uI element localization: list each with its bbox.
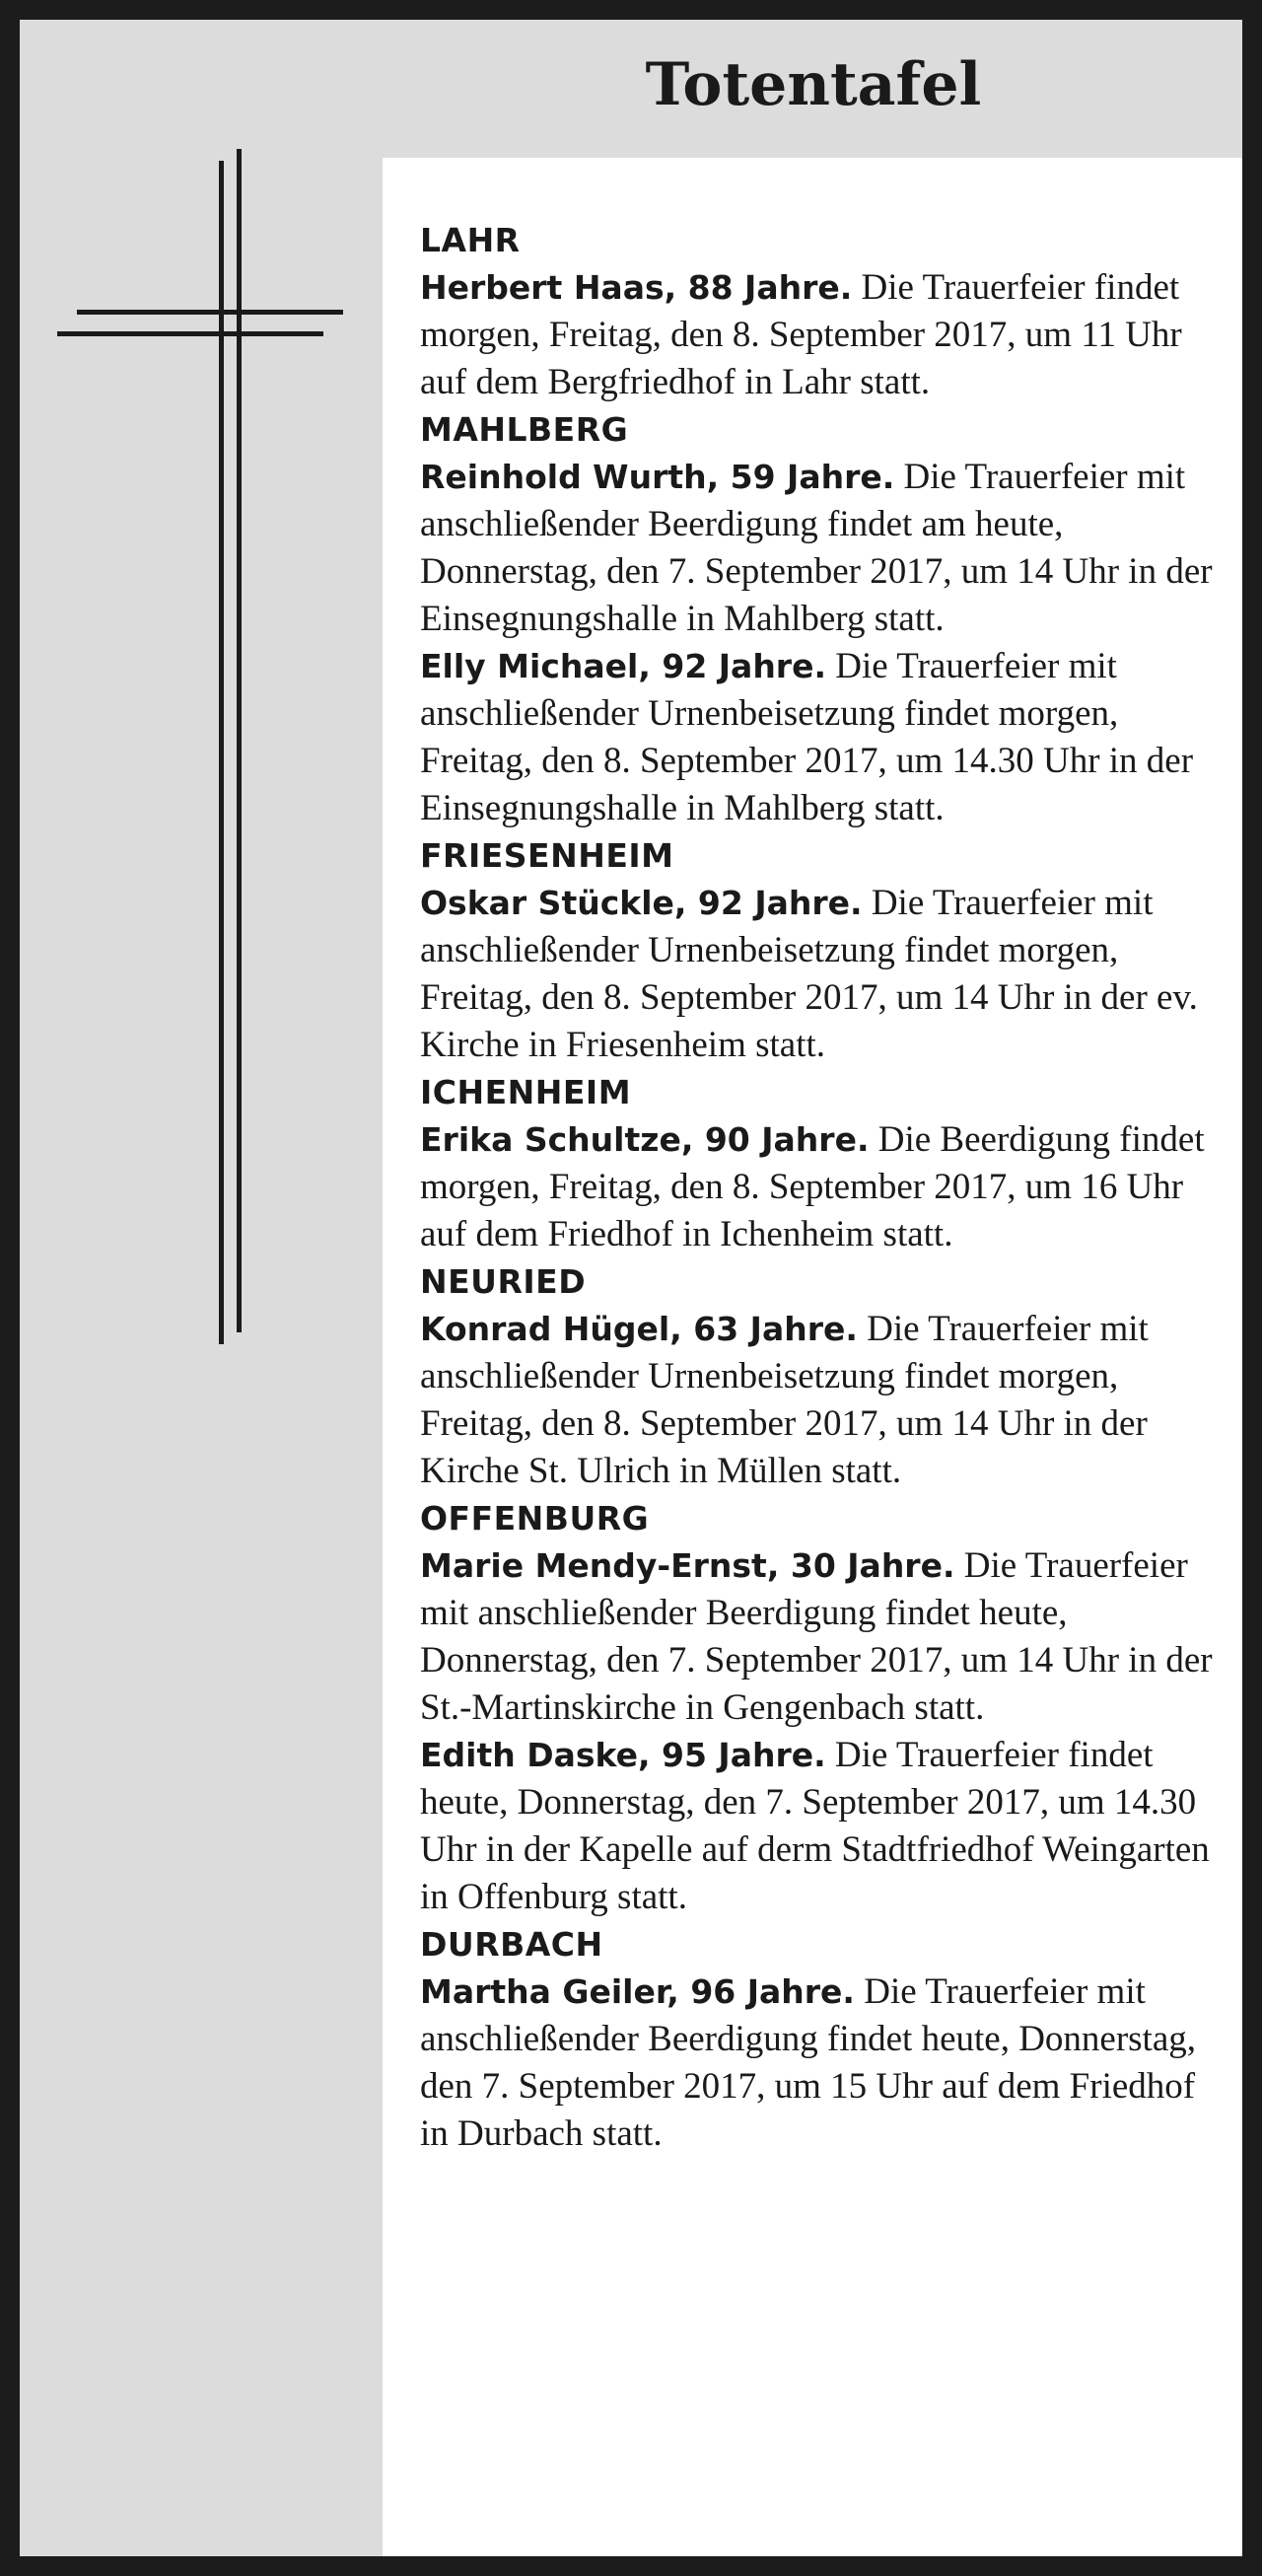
place-heading: LAHR (420, 221, 521, 259)
deceased-name: Konrad Hügel, 63 Jahre. (420, 1310, 858, 1348)
place-heading: ICHENHEIM (420, 1073, 632, 1111)
cross-icon (20, 20, 385, 2556)
obituary-list (383, 158, 1242, 2556)
page-title: Totentafel (645, 50, 982, 119)
service-details: Die Trauerfeier findet heute, Donnerstag, den 7. September 2017, um 14.30 Uhr in der Kapelle auf derm Stadtfriedhof Weingarten in Offenburg statt. (420, 1735, 1210, 1917)
place-heading: MAHLBERG (420, 410, 629, 449)
service-details: Die Trauerfeier mit anschließender Urnenbeisetzung findet morgen, Freitag, den 8. September 2017, um 14.30 Uhr in der Einsegnungshalle in Mahlberg statt. (420, 646, 1194, 828)
service-details: Die Trauerfeier findet morgen, Freitag, den 8. September 2017, um 11 Uhr auf dem Bergfriedhof in Lahr statt. (420, 267, 1182, 402)
deceased-name: Herbert Haas, 88 Jahre. (420, 268, 853, 307)
deceased-name: Marie Mendy-Ernst, 30 Jahre. (420, 1546, 955, 1585)
deceased-name: Erika Schultze, 90 Jahre. (420, 1120, 870, 1159)
obituary-entry (420, 1306, 1213, 1495)
deceased-name: Edith Daske, 95 Jahre. (420, 1736, 826, 1774)
place-heading: OFFENBURG (420, 1499, 650, 1538)
obituary-entry (420, 1968, 1213, 2158)
service-details: Die Trauerfeier mit anschließender Beerdigung findet heute, Donnerstag, den 7. September 2017, um 14 Uhr in der St.-Martinskirche in Gengenbach statt. (420, 1545, 1213, 1728)
service-details: Die Beerdigung findet morgen, Freitag, den 8. September 2017, um 16 Uhr auf dem Friedhof in Ichenheim statt. (420, 1119, 1205, 1254)
cross-vertical-bar-long (219, 161, 224, 1344)
service-details: Die Trauerfeier mit anschließender Beerdigung findet am heute, Donnerstag, den 7. September 2017, um 14 Uhr in der Einsegnungshalle in Mahlberg statt. (420, 457, 1213, 639)
obituary-entry (420, 264, 1213, 406)
place-heading: DURBACH (420, 1925, 603, 1964)
obituary-entry (420, 880, 1213, 1069)
deceased-name: Oskar Stückle, 92 Jahre. (420, 884, 863, 922)
obituary-entry (420, 454, 1213, 643)
deceased-name: Elly Michael, 92 Jahre. (420, 647, 827, 685)
service-details: Die Trauerfeier mit anschließender Urnenbeisetzung findet morgen, Freitag, den 8. September 2017, um 14 Uhr in der ev. Kirche in Friesenheim statt. (420, 883, 1198, 1065)
cross-vertical-bar-short (237, 149, 242, 1332)
service-details: Die Trauerfeier mit anschließender Beerdigung findet heute, Donnerstag, den 7. September 2017, um 15 Uhr auf dem Friedhof in Durbach statt. (420, 1971, 1197, 2154)
obituary-entry (420, 1542, 1213, 1732)
obituary-entry (420, 1116, 1213, 1258)
cross-horizontal-bar-top (77, 310, 343, 315)
service-details: Die Trauerfeier mit anschließender Urnenbeisetzung findet morgen, Freitag, den 8. September 2017, um 14 Uhr in der Kirche St. Ulrich in Müllen statt. (420, 1309, 1149, 1491)
title-bar (385, 32, 1242, 138)
place-heading: FRIESENHEIM (420, 836, 674, 875)
obituary-entry (420, 643, 1213, 832)
obituary-entry (420, 1732, 1213, 1921)
deceased-name: Martha Geiler, 96 Jahre. (420, 1972, 855, 2011)
place-heading: NEURIED (420, 1262, 587, 1301)
deceased-name: Reinhold Wurth, 59 Jahre. (420, 458, 895, 496)
cross-horizontal-bar-bottom (57, 331, 323, 336)
